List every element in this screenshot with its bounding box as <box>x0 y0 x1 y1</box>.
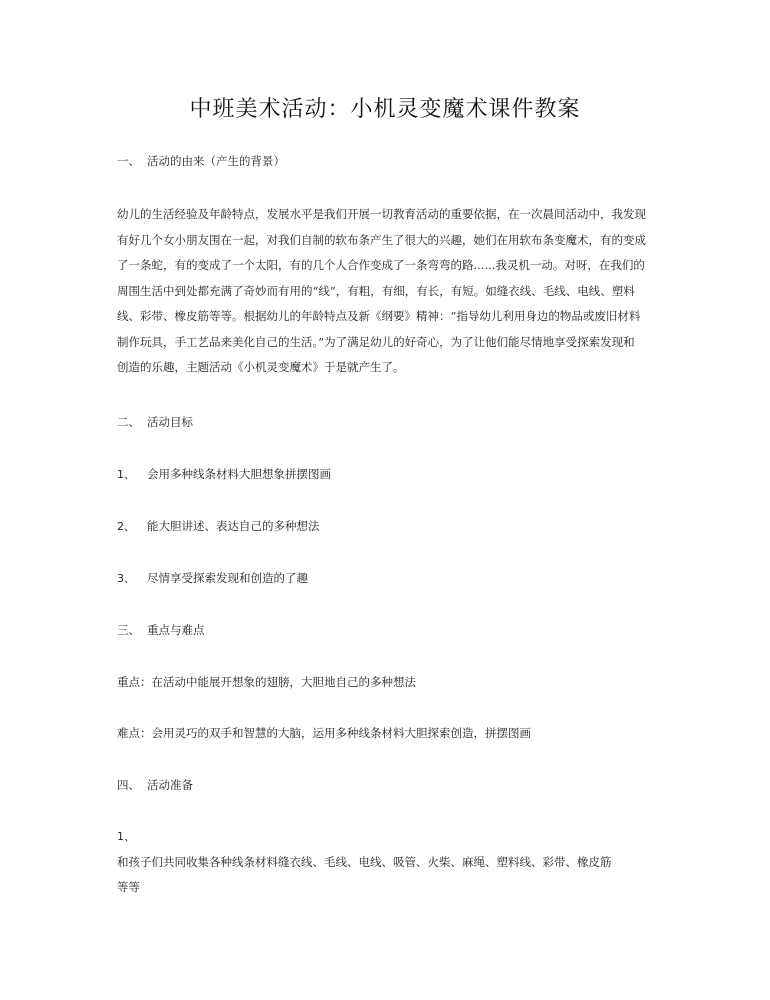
document-title: 中班美术活动：小机灵变魔术课件教案 <box>189 97 581 122</box>
section-title: 活动准备 <box>147 778 193 792</box>
goal-item <box>117 518 320 534</box>
item-text: 能大胆讲述、表达自己的多种想法 <box>147 519 320 533</box>
preparation-item <box>117 824 657 901</box>
paragraph-line <box>117 824 657 875</box>
paragraph-line: 线、彩带、橡皮筋等等。根据幼儿的年龄特点及新《纲要》精神：“指导幼儿利用身边的物品或废旧材料 <box>117 309 641 323</box>
paragraph-line: 周围生活中到处都充满了奇妙而有用的“线”，有粗，有细，有长，有短。如缝衣线、毛线、电线、塑料 <box>117 283 635 298</box>
section-number: 二、 <box>117 415 140 429</box>
key-point-text: 重点：在活动中能展开想象的翅膀，大胆地自己的多种想法 <box>117 675 416 689</box>
item-number: 2、 <box>117 520 135 533</box>
goal-item <box>117 570 308 586</box>
paragraph-line: 制作玩具，手工艺品来美化自己的生活。”为了满足幼儿的好奇心，为了让他们能尽情地享受探索发现和 <box>117 334 635 349</box>
section-heading-goals <box>117 414 193 430</box>
background-paragraph <box>117 202 657 381</box>
section-heading-background <box>117 153 285 169</box>
section-number: 三、 <box>117 623 140 637</box>
section-title: 活动的由来（产生的背景） <box>147 154 285 168</box>
section-number: 四、 <box>117 778 140 792</box>
item-text: 和孩子们共同收集各种线条材料缝衣线、毛线、电线、吸管、火柴、麻绳、塑料线、彩带、橡皮筋 <box>117 854 612 869</box>
section-number: 一、 <box>117 154 140 168</box>
item-text: 尽情享受探索发现和创造的了趣 <box>147 571 308 585</box>
item-number: 1、 <box>117 468 135 481</box>
item-number: 1、 <box>117 830 135 843</box>
goal-item <box>117 466 331 482</box>
paragraph-line: 创造的乐趣，主题活动《小机灵变魔术》于是就产生了。 <box>117 360 405 374</box>
section-title: 活动目标 <box>147 415 193 429</box>
item-text: 会用多种线条材料大胆想象拼摆图画 <box>147 467 331 481</box>
item-number: 3、 <box>117 572 135 585</box>
paragraph-line: 等等 <box>117 880 140 894</box>
paragraph-line: 了一条蛇，有的变成了一个太阳，有的几个人合作变成了一条弯弯的路......我灵机一动。对呀，在我们的 <box>117 258 645 272</box>
difficulty-text: 难点：会用灵巧的双手和智慧的大脑，运用多种线条材料大胆探索创造，拼摆图画 <box>117 726 531 740</box>
section-heading-preparation <box>117 777 193 793</box>
paragraph-line: 幼儿的生活经验及年龄特点，发展水平是我们开展一切教育活动的重要依据，在一次晨间活动中，我发现 <box>117 207 646 221</box>
section-title: 重点与难点 <box>147 623 205 637</box>
section-heading-key-points <box>117 622 205 638</box>
paragraph-line: 有好几个女小朋友围在一起，对我们自制的软布条产生了很大的兴趣，她们在用软布条变魔术，有的变成 <box>117 232 646 247</box>
